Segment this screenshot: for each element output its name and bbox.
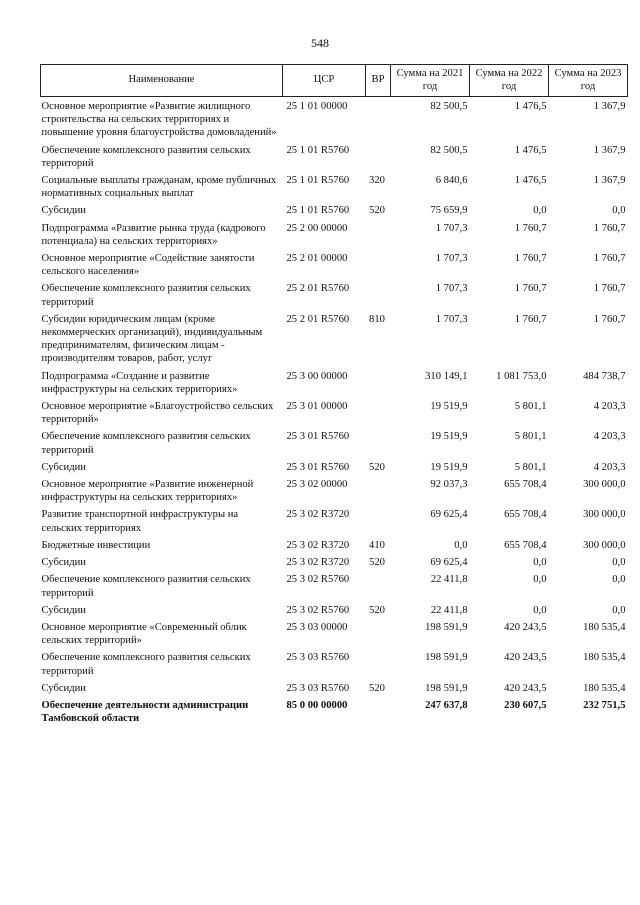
row-sum-2021: 1 707,3 bbox=[435, 253, 468, 265]
row-sum-2023: 0,0 bbox=[612, 604, 626, 616]
row-vr: 410 bbox=[369, 539, 385, 551]
table-row bbox=[41, 174, 628, 204]
row-sum-2022: 1 760,7 bbox=[514, 222, 547, 234]
table-row bbox=[41, 97, 628, 144]
table-row bbox=[41, 282, 628, 312]
row-sum-2021: 75 659,9 bbox=[430, 205, 468, 217]
row-sum-2022: 1 476,5 bbox=[514, 175, 547, 187]
row-vr bbox=[366, 508, 391, 538]
row-sum-2021: 19 519,9 bbox=[430, 431, 468, 443]
row-sum-2021: 198 591,9 bbox=[425, 621, 468, 633]
table-row bbox=[41, 478, 628, 508]
row-sum-2022: 420 243,5 bbox=[504, 621, 547, 633]
row-csr: 25 3 01 R5760 bbox=[286, 461, 350, 473]
row-vr bbox=[366, 430, 391, 460]
row-name: Обеспечение комплексного развития сельских территорий bbox=[41, 283, 251, 308]
header-2023: Сумма на 2023 год bbox=[549, 65, 628, 97]
row-name: Основное мероприятие «Содействие занятости сельского населения» bbox=[41, 253, 255, 278]
row-sum-2022: 1 760,7 bbox=[514, 313, 547, 325]
row-vr: 320 bbox=[369, 175, 385, 187]
row-vr bbox=[366, 370, 391, 400]
budget-table bbox=[40, 64, 628, 729]
row-csr: 85 0 00 00000 bbox=[286, 699, 348, 711]
row-sum-2022: 1 476,5 bbox=[514, 101, 547, 112]
row-sum-2023: 180 535,4 bbox=[583, 682, 626, 694]
header-csr: ЦСР bbox=[283, 65, 366, 97]
row-sum-2023: 1 760,7 bbox=[593, 253, 626, 265]
table-row bbox=[41, 682, 628, 699]
header-vr: ВР bbox=[366, 65, 391, 97]
row-sum-2023: 4 203,3 bbox=[593, 431, 626, 443]
row-sum-2023: 484 738,7 bbox=[583, 370, 626, 382]
table-row bbox=[41, 539, 628, 556]
row-sum-2021: 82 500,5 bbox=[430, 144, 468, 156]
row-vr: 520 bbox=[369, 205, 385, 217]
row-sum-2022: 0,0 bbox=[533, 557, 547, 569]
row-sum-2023: 300 000,0 bbox=[583, 509, 626, 521]
row-sum-2023: 180 535,4 bbox=[583, 621, 626, 633]
row-vr bbox=[366, 144, 391, 174]
row-sum-2023: 1 760,7 bbox=[593, 222, 626, 234]
row-name: Субсидии bbox=[41, 205, 86, 217]
row-sum-2022: 0,0 bbox=[533, 604, 547, 616]
row-vr: 520 bbox=[369, 557, 385, 569]
row-sum-2022: 1 476,5 bbox=[514, 144, 547, 156]
row-sum-2022: 1 081 753,0 bbox=[496, 370, 547, 382]
row-vr bbox=[366, 282, 391, 312]
table-row bbox=[41, 252, 628, 282]
row-sum-2022: 0,0 bbox=[533, 574, 547, 586]
row-csr: 25 3 02 R5760 bbox=[286, 574, 350, 586]
row-sum-2023: 180 535,4 bbox=[583, 652, 626, 664]
row-csr: 25 3 01 R5760 bbox=[286, 431, 350, 443]
row-csr: 25 1 01 00000 bbox=[286, 101, 348, 112]
row-vr bbox=[366, 573, 391, 603]
row-name: Обеспечение комплексного развития сельских территорий bbox=[41, 144, 251, 169]
row-vr: 810 bbox=[369, 313, 385, 325]
table-row bbox=[41, 144, 628, 174]
row-csr: 25 1 01 R5760 bbox=[286, 175, 350, 187]
table-header bbox=[41, 65, 628, 97]
row-sum-2021: 198 591,9 bbox=[425, 682, 468, 694]
table-row bbox=[41, 204, 628, 221]
page-number: 548 bbox=[311, 36, 329, 50]
row-name: Обеспечение деятельности администрации Тамбовской области bbox=[41, 699, 249, 725]
row-sum-2023: 4 203,3 bbox=[593, 461, 626, 473]
row-vr bbox=[366, 400, 391, 430]
row-vr bbox=[366, 651, 391, 681]
row-csr: 25 1 01 R5760 bbox=[286, 205, 350, 217]
row-csr: 25 3 01 00000 bbox=[286, 401, 348, 413]
row-sum-2021: 92 037,3 bbox=[430, 479, 468, 491]
row-sum-2022: 5 801,1 bbox=[514, 401, 547, 413]
row-name: Основное мероприятие «Современный облик сельских территорий» bbox=[41, 621, 247, 647]
row-sum-2023: 300 000,0 bbox=[583, 539, 626, 551]
row-csr: 25 1 01 R5760 bbox=[286, 144, 350, 156]
row-name: Субсидии bbox=[41, 461, 86, 473]
row-sum-2021: 1 707,3 bbox=[435, 222, 468, 234]
row-vr: 520 bbox=[369, 682, 385, 694]
row-sum-2021: 22 411,8 bbox=[430, 604, 468, 616]
row-sum-2021: 82 500,5 bbox=[430, 101, 468, 112]
row-sum-2022: 5 801,1 bbox=[514, 461, 547, 473]
row-name: Развитие транспортной инфраструктуры на сельских территориях bbox=[41, 509, 239, 534]
row-sum-2021: 247 637,8 bbox=[425, 699, 468, 711]
row-sum-2022: 420 243,5 bbox=[504, 652, 547, 664]
table-row bbox=[41, 370, 628, 400]
table-row bbox=[41, 573, 628, 603]
table-row bbox=[41, 400, 628, 430]
row-sum-2023: 1 760,7 bbox=[593, 283, 626, 295]
row-name: Субсидии юридическим лицам (кроме некоммерческих организаций), индивидуальным предпринимателям, физическим лицам - производителям товаров, работ, услуг bbox=[41, 313, 263, 365]
header-2022: Сумма на 2022 год bbox=[470, 65, 549, 97]
table-row bbox=[41, 222, 628, 252]
row-csr: 25 2 01 R5760 bbox=[286, 283, 350, 295]
row-csr: 25 3 03 R5760 bbox=[286, 682, 350, 694]
table-row bbox=[41, 556, 628, 573]
row-sum-2021: 19 519,9 bbox=[430, 461, 468, 473]
table-row bbox=[41, 430, 628, 460]
row-csr: 25 2 01 00000 bbox=[286, 253, 348, 265]
row-name: Обеспечение комплексного развития сельских территорий bbox=[41, 431, 251, 456]
row-sum-2022: 420 243,5 bbox=[504, 682, 547, 694]
row-sum-2023: 0,0 bbox=[612, 205, 626, 217]
table-row bbox=[41, 651, 628, 681]
table-row bbox=[41, 461, 628, 478]
row-csr: 25 3 00 00000 bbox=[286, 370, 348, 382]
row-csr: 25 3 02 R3720 bbox=[286, 557, 350, 569]
row-sum-2023: 4 203,3 bbox=[593, 401, 626, 413]
row-csr: 25 3 03 00000 bbox=[286, 621, 348, 633]
table-row bbox=[41, 508, 628, 538]
row-sum-2021: 69 625,4 bbox=[430, 509, 468, 521]
row-sum-2021: 6 840,6 bbox=[435, 175, 468, 187]
header-name: Наименование bbox=[41, 65, 283, 97]
table-row bbox=[41, 621, 628, 651]
row-sum-2021: 69 625,4 bbox=[430, 557, 468, 569]
row-sum-2023: 1 367,9 bbox=[593, 175, 626, 187]
row-vr bbox=[366, 478, 391, 508]
row-sum-2022: 230 607,5 bbox=[504, 699, 547, 711]
row-name: Основное мероприятие «Развитие инженерной инфраструктуры на сельских территориях» bbox=[41, 479, 254, 504]
row-csr: 25 2 01 R5760 bbox=[286, 313, 350, 325]
row-name: Основное мероприятие «Благоустройство сельских территорий» bbox=[41, 401, 274, 426]
row-sum-2021: 19 519,9 bbox=[430, 401, 468, 413]
table-row bbox=[41, 604, 628, 621]
row-name: Субсидии bbox=[41, 604, 86, 616]
row-name: Бюджетные инвестиции bbox=[41, 539, 151, 551]
row-sum-2021: 310 149,1 bbox=[425, 370, 468, 382]
row-sum-2023: 1 367,9 bbox=[593, 144, 626, 156]
row-sum-2022: 1 760,7 bbox=[514, 253, 547, 265]
row-sum-2023: 300 000,0 bbox=[583, 479, 626, 491]
row-name: Подпрограмма «Развитие рынка труда (кадрового потенциала) на сельских территориях» bbox=[41, 222, 266, 247]
row-sum-2021: 1 707,3 bbox=[435, 283, 468, 295]
table-row bbox=[41, 313, 628, 370]
row-name: Субсидии bbox=[41, 557, 86, 569]
row-sum-2022: 655 708,4 bbox=[504, 479, 547, 491]
table-body bbox=[41, 97, 628, 730]
row-csr: 25 3 02 R3720 bbox=[286, 509, 350, 521]
row-csr: 25 3 02 R3720 bbox=[286, 539, 350, 551]
row-sum-2021: 1 707,3 bbox=[435, 313, 468, 325]
row-csr: 25 3 02 00000 bbox=[286, 479, 348, 491]
row-name: Субсидии bbox=[41, 682, 86, 694]
row-name: Обеспечение комплексного развития сельских территорий bbox=[41, 652, 251, 677]
row-sum-2021: 198 591,9 bbox=[425, 652, 468, 664]
row-sum-2021: 22 411,8 bbox=[430, 574, 468, 586]
table-row bbox=[41, 699, 628, 729]
row-sum-2022: 5 801,1 bbox=[514, 431, 547, 443]
row-csr: 25 2 00 00000 bbox=[286, 222, 348, 234]
row-vr bbox=[366, 621, 391, 651]
row-sum-2023: 1 760,7 bbox=[593, 313, 626, 325]
row-name: Основное мероприятие «Развитие жилищного строительства на сельских территориях и повышение уровня благоустройства домовладений» bbox=[41, 101, 277, 139]
row-vr bbox=[366, 97, 391, 144]
row-sum-2023: 0,0 bbox=[612, 574, 626, 586]
row-sum-2023: 1 367,9 bbox=[593, 101, 626, 112]
row-sum-2022: 1 760,7 bbox=[514, 283, 547, 295]
row-vr bbox=[366, 252, 391, 282]
row-sum-2023: 0,0 bbox=[612, 557, 626, 569]
row-sum-2022: 655 708,4 bbox=[504, 509, 547, 521]
row-csr: 25 3 02 R5760 bbox=[286, 604, 350, 616]
row-sum-2022: 0,0 bbox=[533, 205, 547, 217]
row-sum-2022: 655 708,4 bbox=[504, 539, 547, 551]
row-name: Подпрограмма «Создание и развитие инфраструктуры на сельских территориях» bbox=[41, 370, 238, 395]
row-vr bbox=[366, 222, 391, 252]
row-vr bbox=[366, 699, 391, 729]
row-name: Обеспечение комплексного развития сельских территорий bbox=[41, 574, 251, 599]
row-sum-2023: 232 751,5 bbox=[583, 699, 626, 711]
row-vr: 520 bbox=[369, 604, 385, 616]
row-vr: 520 bbox=[369, 461, 385, 473]
row-name: Социальные выплаты гражданам, кроме публичных нормативных социальных выплат bbox=[41, 175, 277, 200]
row-csr: 25 3 03 R5760 bbox=[286, 652, 350, 664]
row-sum-2021: 0,0 bbox=[454, 539, 468, 551]
header-2021: Сумма на 2021 год bbox=[391, 65, 470, 97]
